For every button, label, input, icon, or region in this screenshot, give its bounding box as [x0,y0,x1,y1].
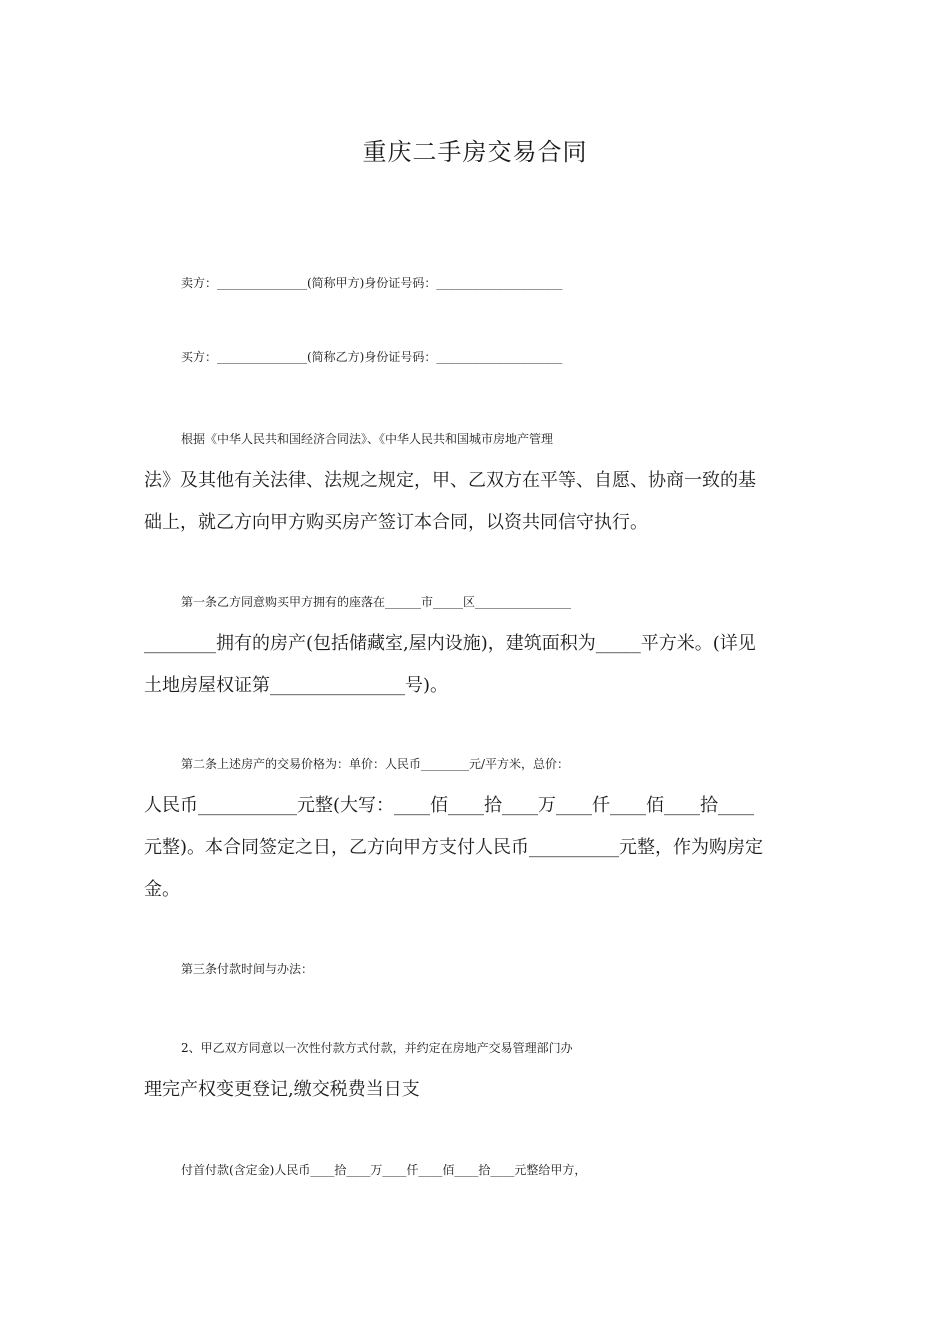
down-payment-paragraph [144,1149,812,1191]
paragraph-line: 卖方：_______________(简称甲方)身份证号码：_____________________ [181,276,563,290]
document-title: 重庆二手房交易合同 [362,138,588,166]
article-two-paragraph [144,743,812,911]
paragraph-line: 第二条上述房产的交易价格为：单价：人民币________元/平方米，总价： [181,757,570,771]
payment-clause-paragraph [144,1027,812,1111]
paragraph-line: 第三条付款时间与办法： [181,962,314,976]
article-one-paragraph [144,581,812,707]
paragraph-line: 2、甲乙双方同意以一次性付款方式付款，并约定在房地产交易管理部门办 [181,1041,573,1055]
paragraph-line: 理完产权变更登记,缴交税费当日支 [144,1079,420,1100]
buyer-line [144,336,812,378]
paragraph-line: 买方：_______________(简称乙方)身份证号码：_____________________ [181,350,563,364]
paragraph-line: 法》及其他有关法律、法规之规定，甲、乙双方在平等、自愿、协商一致的基 [144,470,756,491]
paragraph-line: 付首付款(含定金)人民币____拾____万____仟____佰____拾____元整给甲方， [181,1163,587,1177]
paragraph-line: 人民币___________元整(大写：____佰____拾____万____仟____佰____拾____ [144,795,755,816]
paragraph-line: 础上，就乙方向甲方购买房产签订本合同，以资共同信守执行。 [144,512,648,533]
seller-line [144,262,812,304]
paragraph-line: 金。 [144,879,180,900]
paragraph-line: 第一条乙方同意购买甲方拥有的座落在______市_____区________________ [181,595,572,609]
preamble-paragraph [144,418,812,544]
paragraph-line: 根据《中华人民共和国经济合同法》、《中华人民共和国城市房地产管理 [181,432,554,446]
article-three-heading [144,948,812,990]
paragraph-line: ________拥有的房产(包括储藏室,屋内设施)，建筑面积为_____平方米。(详见 [144,633,756,654]
paragraph-line: 元整)。本合同签定之日，乙方向甲方支付人民币__________元整，作为购房定 [144,837,764,858]
paragraph-line: 土地房屋权证第_______________号)。 [144,675,449,696]
